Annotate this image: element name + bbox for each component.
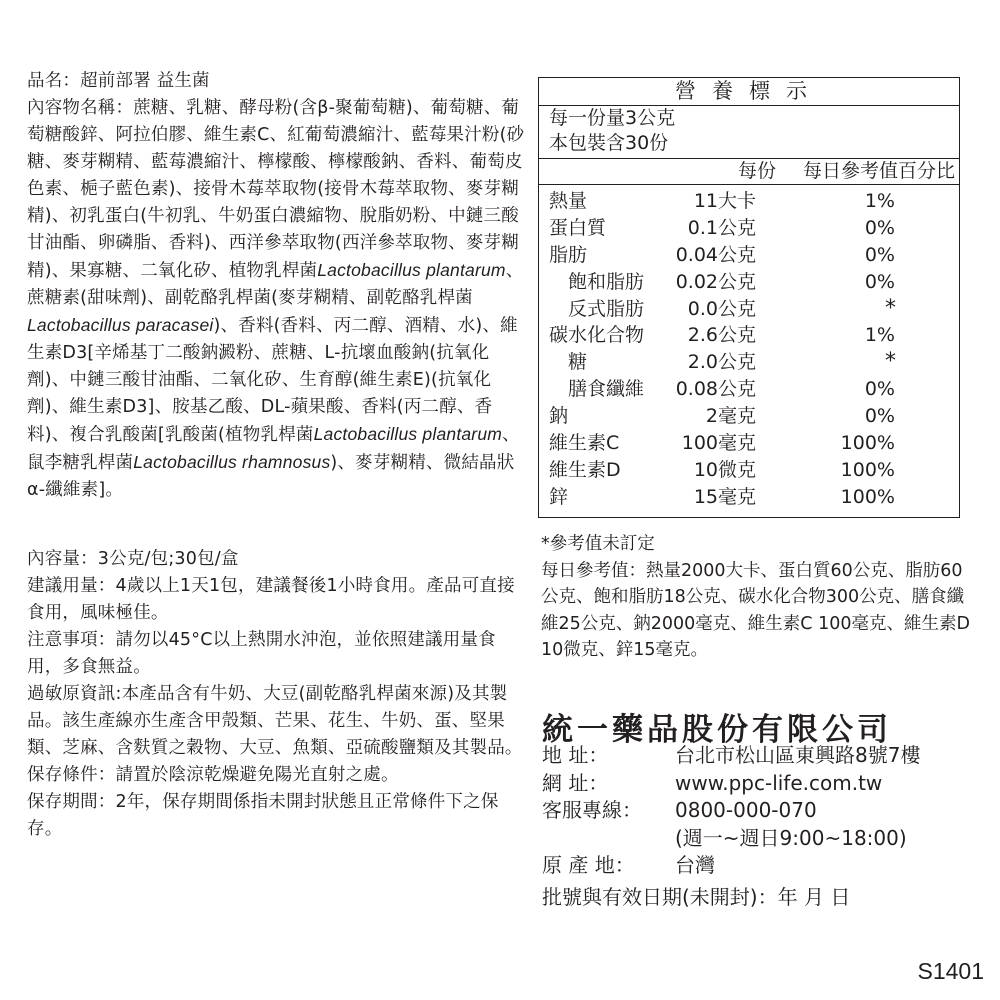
nutrient-value: 0.02公克: [675, 270, 756, 293]
nutrition-row: [539, 403, 959, 430]
origin-value: 台灣: [675, 853, 715, 877]
nutrition-row: [539, 296, 959, 323]
nutrient-name: 蛋白質: [549, 216, 607, 239]
latin-name-1: Lactobacillus plantarum: [317, 260, 506, 280]
nutrient-value: 2毫克: [705, 405, 756, 428]
nutrient-name: 脂肪: [549, 243, 588, 266]
latin-name-4: Lactobacillus rhamnosus: [133, 452, 331, 472]
servings-per-pack: 本包裝含30份: [549, 132, 669, 154]
nutrient-value: 100毫克: [681, 432, 756, 455]
nutrition-row: [539, 322, 959, 349]
nutrition-title: 營養標示: [539, 78, 959, 106]
nutrition-row: [539, 215, 959, 242]
nutrient-name: 維生素C: [549, 432, 620, 455]
nutrient-daily-pct: *: [885, 349, 896, 375]
website-label: 網 址：: [542, 770, 609, 795]
origin-label: 原 產 地：: [542, 853, 635, 877]
ingredients-part-3: )、香料(香料、丙二醇、酒精、水)、維生素D3[辛烯基丁二酸鈉澱粉、蔗糖、L-抗壞血酸鈉(抗氧化劑)、中鏈三酸甘油酯、二氧化矽、生育醇(維生素E)(抗氧化劑)、維生素D3]、胺基乙酸、DL-蘋果酸、香料(丙二醇、香料)、複合乳酸菌[乳酸菌(植物乳桿菌: [27, 316, 518, 445]
nutrient-daily-pct: 0%: [864, 243, 895, 266]
product-name: 品名：超前部署 益生菌: [27, 71, 210, 91]
service-hours: (週一~週日9:00~18:00): [675, 825, 907, 850]
nutrient-value: 0.0公克: [687, 297, 756, 320]
hotline-value: 0800-000-070: [675, 798, 817, 822]
nutrient-name: 鈉: [549, 405, 569, 428]
nutrition-row: [539, 188, 959, 215]
note-daily-reference: 每日參考值：熱量2000大卡、蛋白質60公克、脂肪60公克、飽和脂肪18公克、碳水化合物300公克、膳食纖維25公克、鈉2000毫克、維生素C 100毫克、維生素D 10微克、鋅15毫克。: [541, 560, 970, 660]
nutrient-daily-pct: 1%: [864, 190, 895, 212]
product-code: S1401: [917, 958, 984, 984]
nutrient-name: 鋅: [549, 485, 569, 508]
nutrient-name: 熱量: [549, 190, 588, 212]
col-daily-value: 每日參考值百分比: [802, 160, 955, 182]
nutrient-name: 膳食纖維: [568, 378, 645, 401]
note-undefined: *參考值未訂定: [541, 534, 655, 554]
nutrition-row: [539, 457, 959, 484]
ingredients-part-2: 、蔗糖素(甜味劑)、副乾酪乳桿菌(麥芽糊精、副乾酪乳桿菌: [27, 261, 524, 308]
shelf-life: 保存期間：2年，保存期間係指未開封狀態且正常條件下之保存。: [27, 792, 499, 839]
product-details: [27, 68, 527, 843]
nutrient-value: 2.0公克: [687, 351, 756, 374]
latin-name-2: Lactobacillus paracasei: [27, 315, 214, 335]
nutrition-row: [539, 269, 959, 296]
storage-condition: 保存條件：請置於陰涼乾燥避免陽光直射之處。: [27, 765, 399, 785]
nutrition-row: [539, 430, 959, 457]
nutrient-value: 2.6公克: [687, 324, 756, 347]
nutrient-daily-pct: 100%: [840, 458, 895, 481]
ingredients: [27, 95, 527, 504]
nutrient-value: 15毫克: [693, 485, 756, 508]
caution: 注意事項：請勿以45°C以上熱開水沖泡，並依照建議用量食用，多食無益。: [27, 630, 496, 677]
nutrient-name: 糖: [568, 351, 588, 374]
ingredients-part-4: 、鼠李糖乳桿菌: [27, 425, 520, 473]
nutrition-row: [539, 242, 959, 269]
nutrient-value: 11大卡: [693, 190, 756, 212]
address-label: 地 址：: [542, 743, 609, 767]
nutrient-daily-pct: 100%: [840, 432, 895, 455]
nutrient-daily-pct: 0%: [864, 378, 895, 401]
nutrient-name: 飽和脂肪: [568, 270, 645, 293]
nutrient-daily-pct: *: [885, 295, 896, 321]
nutrient-value: 0.1公克: [687, 216, 756, 239]
ingredients-part-5: )、麥芽糊精、微結晶狀α-纖維素]。: [27, 453, 515, 500]
nutrition-row: [539, 349, 959, 376]
nutrient-name: 碳水化合物: [549, 324, 645, 347]
nutrient-daily-pct: 0%: [864, 405, 895, 428]
content-amount: 內容量：3公克/包;30包/盒: [27, 549, 239, 569]
nutrition-facts-table: [538, 77, 960, 518]
nutrient-name: 反式脂肪: [568, 297, 645, 320]
nutrient-daily-pct: 1%: [864, 324, 895, 347]
nutrient-value: 0.04公克: [675, 243, 756, 266]
nutrient-daily-pct: 0%: [864, 216, 895, 239]
nutrient-daily-pct: 100%: [840, 485, 895, 508]
nutrition-row: [539, 484, 959, 511]
column-headers: [539, 158, 959, 184]
nutrient-value: 0.08公克: [675, 378, 756, 401]
usage: 建議用量：4歲以上1天1包，建議餐後1小時食用。產品可直接食用，風味極佳。: [27, 576, 515, 623]
ingredients-part-1: 內容物名稱：蔗糖、乳糖、酵母粉(含β-聚葡萄糖)、葡萄糖、葡萄糖酸鋅、阿拉伯膠、維生素C、紅葡萄濃縮汁、藍莓果汁粉(砂糖、麥芽糊精、藍莓濃縮汁、檸檬酸、檸檬酸鈉、香料、葡萄皮色素、梔子藍色素)、接骨木莓萃取物(接骨木莓萃取物、麥芽糊精)、初乳蛋白(牛初乳、牛奶蛋白濃縮物、脫脂奶粉、中鏈三酸甘油酯、卵磷脂、香料)、西洋參萃取物(西洋參萃取物、麥芽糊精)、果寡糖、二氧化矽、植物乳桿菌: [27, 98, 525, 281]
batch-expiry: 批號與有效日期(未開封)：年 月 日: [542, 885, 851, 909]
nutrition-row: [539, 376, 959, 403]
col-per-serving: 每份: [737, 160, 776, 182]
website-value[interactable]: www.ppc-life.com.tw: [675, 770, 883, 795]
company-name: 統一藥品股份有限公司: [542, 712, 892, 748]
nutrition-rows: [539, 184, 959, 511]
address-value: 台北市松山區東興路8號7樓: [675, 743, 921, 767]
latin-name-3: Lactobacillus plantarum: [313, 424, 503, 444]
nutrient-daily-pct: 0%: [864, 270, 895, 293]
serving-size: 每一份量3公克: [549, 107, 676, 129]
hotline-label: 客服專線：: [542, 798, 642, 822]
nutrient-name: 維生素D: [549, 458, 621, 481]
nutrient-value: 10微克: [693, 458, 756, 481]
nutrition-notes: [541, 531, 971, 664]
allergen-info: 過敏原資訊:本產品含有牛奶、大豆(副乾酪乳桿菌來源)及其製品。該生產線亦生產含甲殼類、芒果、花生、牛奶、蛋、堅果類、芝麻、含麩質之穀物、大豆、魚類、亞硫酸鹽類及其製品。: [27, 684, 523, 758]
